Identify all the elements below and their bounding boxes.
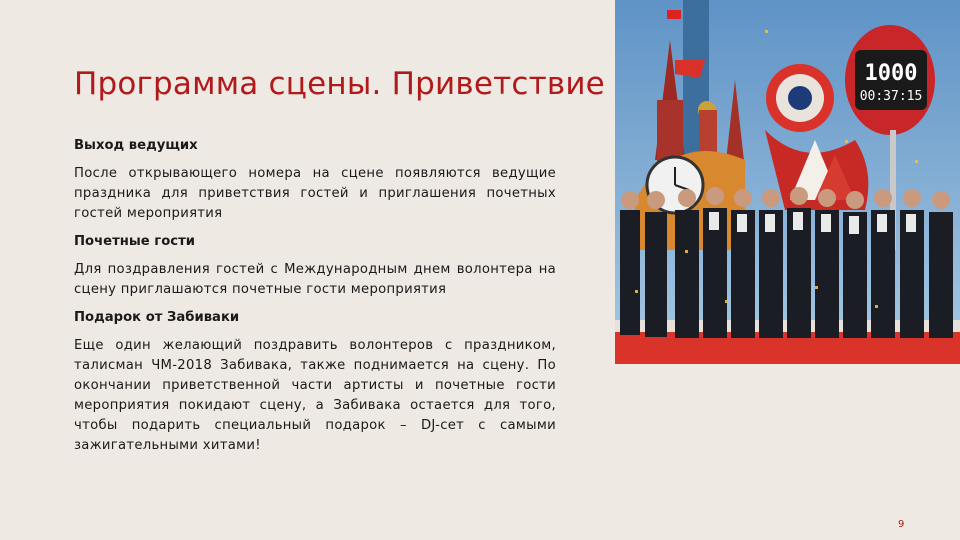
slide-content (74, 136, 556, 464)
section-text-hosts: После открывающего номера на сцене появляются ведущие праздника для приветствия гостей и приглашения почетных гостей мероприятия (74, 166, 556, 221)
clock-top-text: 1000 (864, 61, 918, 86)
section-heading-mascot: Подарок от Забиваки (74, 310, 240, 325)
clock-bottom-text: 00:37:15 (859, 89, 923, 104)
section-heading-guests: Почетные гости (74, 234, 195, 249)
event-photo (615, 0, 960, 364)
section-text-guests: Для поздравления гостей с Международным днем волонтера на сцену приглашаются почетные гости мероприятия (74, 262, 556, 297)
section-heading-hosts: Выход ведущих (74, 138, 198, 153)
slide-title: Программа сцены. Приветствие (74, 66, 605, 102)
page-number: 9 (898, 519, 905, 530)
section-text-mascot: Еще один желающий поздравить волонтеров с праздником, талисман ЧМ-2018 Забивака, также поднимается на сцену. По окончании приветственной части артисты и почетные гости мероприятия покидают сцену, а Забивака остается для того, чтобы подарить специальный подарок – DJ-сет с самыми зажигательными хитами! (74, 338, 556, 453)
